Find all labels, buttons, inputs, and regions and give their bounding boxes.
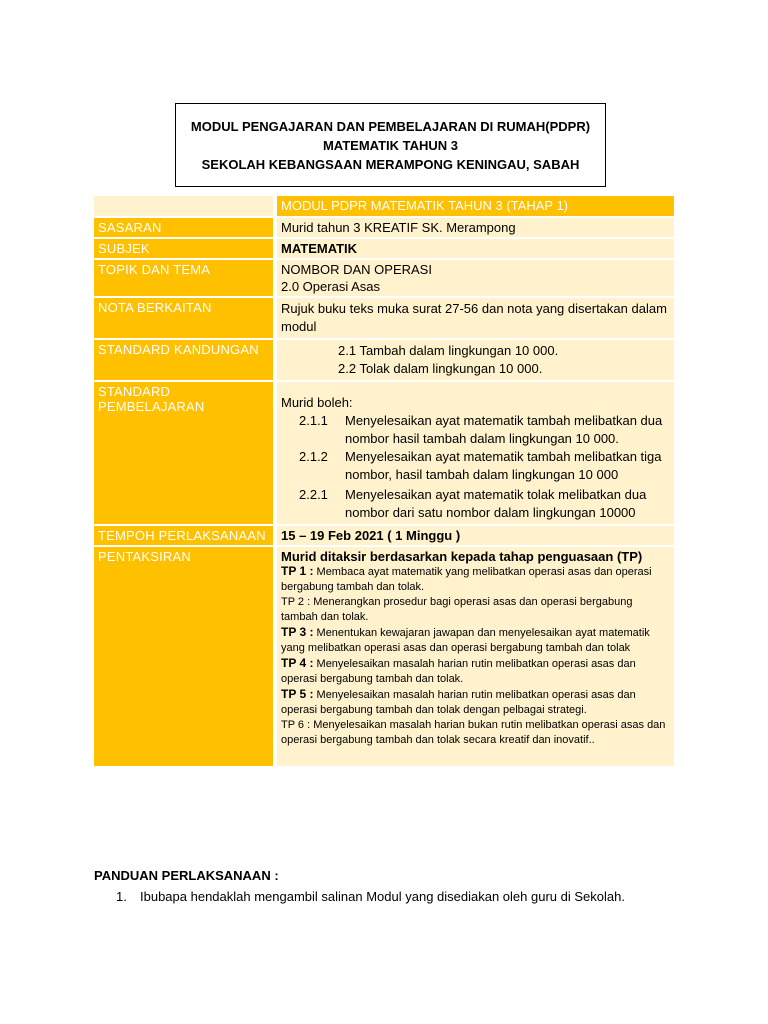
row-standard-pembelajaran	[94, 382, 674, 524]
document-header	[175, 103, 606, 187]
sp-item: 2.2.1 Menyelesaikan ayat matematik tolak melibatkan dua nombor dari satu nombor dalam lingkungan 10000	[299, 487, 647, 520]
pentaksiran-heading: Murid ditaksir berdasarkan kepada tahap penguasaan (TP)	[281, 549, 643, 564]
table-title-row	[94, 196, 674, 216]
tp-item: TP 5 : Menyelesaikan masalah harian rutin melibatkan operasi asas dan operasi bergabung tambah dan tolak dengan pelbagai strategi.	[281, 687, 636, 716]
tp-item: TP 1 : Membaca ayat matematik yang melibatkan operasi asas dan operasi bergabung tambah dan tolak.	[281, 564, 652, 593]
value-sasaran: Murid tahun 3 KREATIF SK. Merampong	[277, 218, 674, 237]
header-line-3: SEKOLAH KEBANGSAAN MERAMPONG KENINGAU, SABAH	[201, 156, 580, 172]
row-tempoh	[94, 526, 674, 545]
sk-item: 2.1 Tambah dalam lingkungan 10 000.	[338, 343, 559, 358]
value-tempoh: 15 – 19 Feb 2021 ( 1 Minggu )	[277, 526, 674, 545]
tp-item: TP 2 : Menerangkan prosedur bagi operasi asas dan operasi bergabung tambah dan tolak.	[281, 596, 633, 623]
row-standard-kandungan	[94, 340, 674, 380]
label-tempoh: TEMPOH PERLAKSANAAN	[94, 526, 277, 545]
label-subjek: SUBJEK	[94, 239, 277, 258]
row-nota	[94, 298, 674, 338]
row-pentaksiran	[94, 547, 674, 766]
tp-item: TP 3 : Menentukan kewajaran jawapan dan menyelesaikan ayat matematik yang melibatkan operasi asas dan operasi bergabung tambah dan tolak	[281, 625, 650, 654]
sp-item: 2.1.1 Menyelesaikan ayat matematik tambah melibatkan dua nombor hasil tambah dalam lingkungan 10 000.	[299, 413, 663, 446]
topik-line-2: 2.0 Operasi Asas	[281, 279, 380, 294]
row-topik	[94, 260, 674, 296]
label-topik: TOPIK DAN TEMA	[94, 260, 277, 296]
tp-item: TP 4 : Menyelesaikan masalah harian rutin melibatkan operasi asas dan operasi bergabung tambah dan tolak.	[281, 656, 636, 685]
label-standard-pembelajaran: STANDARD PEMBELAJARAN	[94, 382, 277, 524]
sk-item: 2.2 Tolak dalam lingkungan 10 000.	[338, 361, 543, 376]
table-title: MODUL PDPR MATEMATIK TAHUN 3 (TAHAP 1)	[277, 196, 674, 216]
sp-intro: Murid boleh:	[281, 395, 353, 410]
panduan-heading: PANDUAN PERLAKSANAAN :	[94, 868, 279, 883]
sp-item: 2.1.2 Menyelesaikan ayat matematik tambah melibatkan tiga nombor, hasil tambah dalam lingkungan 10 000	[299, 449, 662, 482]
label-pentaksiran: PENTAKSIRAN	[94, 547, 277, 766]
module-table	[94, 194, 674, 768]
header-line-1: MODUL PENGAJARAN DAN PEMBELAJARAN DI RUMAH(PDPR)	[190, 118, 591, 134]
value-nota: Rujuk buku teks muka surat 27-56 dan nota yang disertakan dalam modul	[277, 298, 674, 338]
header-line-2: MATEMATIK TAHUN 3	[322, 137, 459, 153]
topik-line-1: NOMBOR DAN OPERASI	[281, 262, 432, 277]
row-subjek	[94, 239, 674, 258]
value-subjek: MATEMATIK	[277, 239, 674, 258]
label-sasaran: SASARAN	[94, 218, 277, 237]
row-sasaran	[94, 218, 674, 237]
label-nota: NOTA BERKAITAN	[94, 298, 277, 338]
panduan-step: 1. Ibubapa hendaklah mengambil salinan Modul yang disediakan oleh guru di Sekolah.	[116, 889, 625, 904]
tp-item: TP 6 : Menyelesaikan masalah harian bukan rutin melibatkan operasi asas dan operasi bergabung tambah dan tolak secara kreatif dan inovatif..	[281, 719, 666, 746]
label-standard-kandungan: STANDARD KANDUNGAN	[94, 340, 277, 380]
